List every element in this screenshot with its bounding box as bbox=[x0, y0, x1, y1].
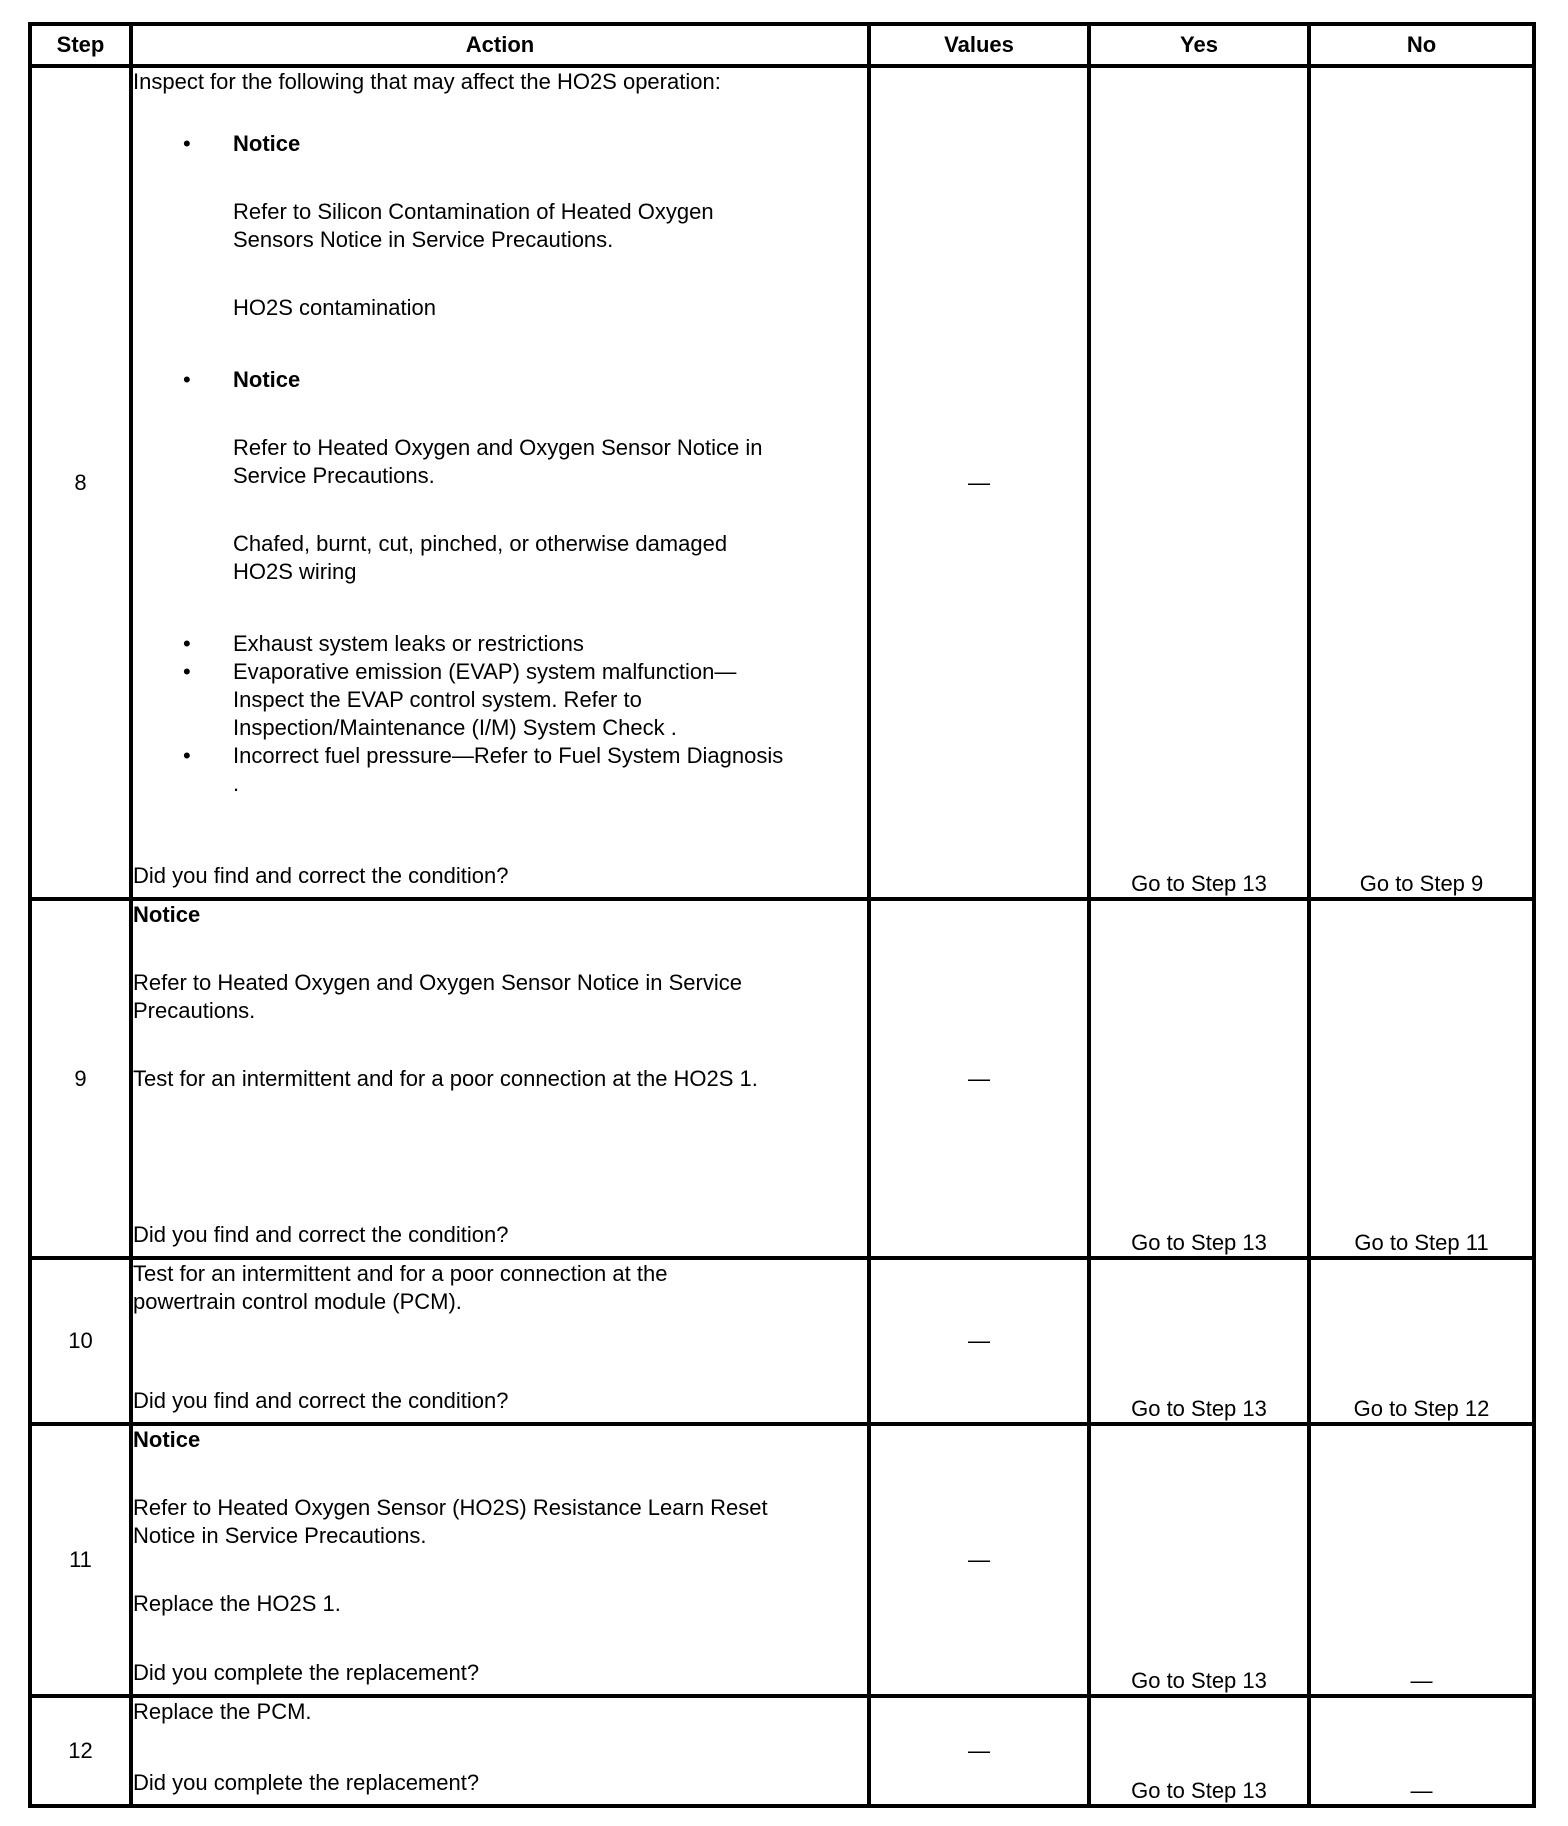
inspection-list bbox=[133, 630, 867, 798]
action-cell bbox=[131, 1424, 869, 1696]
values-cell: — bbox=[869, 66, 1089, 899]
action-cell bbox=[131, 1696, 869, 1806]
notice-list bbox=[133, 130, 867, 586]
diagnostic-table-container bbox=[28, 22, 1532, 1810]
step-number: 12 bbox=[30, 1696, 131, 1806]
bullet-icon: • bbox=[183, 631, 191, 656]
notice-title: Notice bbox=[233, 131, 301, 156]
bullet-text: Exhaust system leaks or restrictions bbox=[233, 631, 584, 656]
no-cell: — bbox=[1309, 1696, 1534, 1806]
yes-link[interactable]: Go to Step 13 bbox=[1089, 1424, 1309, 1696]
header-step: Step bbox=[30, 24, 131, 66]
bullet-icon: • bbox=[183, 659, 191, 684]
action-content bbox=[133, 1698, 867, 1797]
header-values: Values bbox=[869, 24, 1089, 66]
header-no: No bbox=[1309, 24, 1534, 66]
bullet-icon: • bbox=[183, 131, 191, 156]
header-action: Action bbox=[131, 24, 869, 66]
table-row bbox=[30, 1258, 1534, 1424]
notice-text: Refer to Heated Oxygen Sensor (HO2S) Resistance Learn Reset Notice in Service Precautions. bbox=[133, 1495, 768, 1548]
step-number: 10 bbox=[30, 1258, 131, 1424]
list-item bbox=[133, 630, 867, 658]
values-cell: — bbox=[869, 899, 1089, 1258]
values-cell: — bbox=[869, 1424, 1089, 1696]
bullet-icon: • bbox=[183, 743, 191, 768]
notice-title: Notice bbox=[133, 1427, 201, 1452]
list-item bbox=[133, 366, 867, 586]
action-question: Did you complete the replacement? bbox=[133, 1770, 480, 1795]
notice-text: Refer to Silicon Contamination of Heated Oxygen Sensors Notice in Service Precautions. bbox=[233, 199, 714, 252]
table-row bbox=[30, 66, 1534, 899]
action-text: Replace the PCM. bbox=[133, 1699, 312, 1724]
action-question: Did you complete the replacement? bbox=[133, 1660, 480, 1685]
yes-link[interactable]: Go to Step 13 bbox=[1089, 66, 1309, 899]
action-content bbox=[133, 68, 867, 890]
table-row bbox=[30, 1424, 1534, 1696]
action-cell bbox=[131, 66, 869, 899]
action-question: Did you find and correct the condition? bbox=[133, 1222, 509, 1247]
action-content bbox=[133, 1260, 867, 1415]
notice-text: Refer to Heated Oxygen and Oxygen Sensor Notice in Service Precautions. bbox=[133, 970, 742, 1023]
step-number: 11 bbox=[30, 1424, 131, 1696]
action-question: Did you find and correct the condition? bbox=[133, 863, 509, 888]
step-number: 9 bbox=[30, 899, 131, 1258]
yes-link[interactable]: Go to Step 13 bbox=[1089, 1696, 1309, 1806]
yes-link[interactable]: Go to Step 13 bbox=[1089, 1258, 1309, 1424]
action-text: Test for an intermittent and for a poor connection at the powertrain control module (PCM). bbox=[133, 1261, 668, 1314]
action-intro: Inspect for the following that may affect the HO2S operation: bbox=[133, 69, 721, 94]
action-content bbox=[133, 1426, 867, 1687]
no-link[interactable]: Go to Step 9 bbox=[1309, 66, 1534, 899]
values-cell: — bbox=[869, 1696, 1089, 1806]
action-content bbox=[133, 901, 867, 1249]
bullet-text: Evaporative emission (EVAP) system malfunction— Inspect the EVAP control system. Refer to Inspection/Maintenance (I/M) System Check . bbox=[233, 659, 737, 740]
diagnostic-table bbox=[28, 22, 1536, 1808]
notice-title: Notice bbox=[133, 902, 201, 927]
action-question: Did you find and correct the condition? bbox=[133, 1388, 509, 1413]
bullet-text: Incorrect fuel pressure—Refer to Fuel System Diagnosis . bbox=[233, 743, 784, 796]
no-link[interactable]: Go to Step 12 bbox=[1309, 1258, 1534, 1424]
action-text: Replace the HO2S 1. bbox=[133, 1591, 341, 1616]
list-item bbox=[133, 742, 867, 798]
table-row bbox=[30, 899, 1534, 1258]
inspection-item: HO2S contamination bbox=[233, 295, 436, 320]
list-item bbox=[133, 658, 867, 742]
no-link[interactable]: Go to Step 11 bbox=[1309, 899, 1534, 1258]
action-cell bbox=[131, 1258, 869, 1424]
no-cell: — bbox=[1309, 1424, 1534, 1696]
header-yes: Yes bbox=[1089, 24, 1309, 66]
values-cell: — bbox=[869, 1258, 1089, 1424]
yes-link[interactable]: Go to Step 13 bbox=[1089, 899, 1309, 1258]
notice-title: Notice bbox=[233, 367, 301, 392]
header-row bbox=[30, 24, 1534, 66]
bullet-icon: • bbox=[183, 367, 191, 392]
list-item bbox=[133, 130, 867, 322]
step-number: 8 bbox=[30, 66, 131, 899]
notice-text: Refer to Heated Oxygen and Oxygen Sensor Notice in Service Precautions. bbox=[233, 435, 763, 488]
inspection-item: Chafed, burnt, cut, pinched, or otherwise damaged HO2S wiring bbox=[233, 531, 728, 584]
table-row bbox=[30, 1696, 1534, 1806]
action-text: Test for an intermittent and for a poor connection at the HO2S 1. bbox=[133, 1066, 758, 1091]
action-cell bbox=[131, 899, 869, 1258]
